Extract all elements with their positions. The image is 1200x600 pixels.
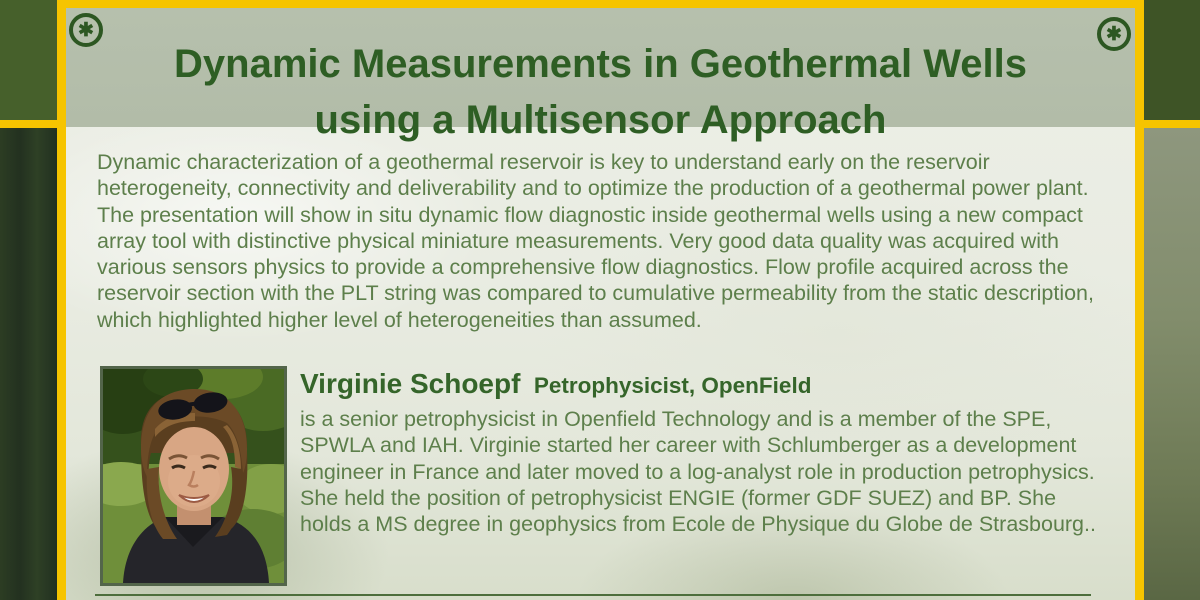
right-strip-top-block xyxy=(1144,0,1200,120)
left-strip-top-block xyxy=(0,0,57,120)
speaker-header xyxy=(300,368,1113,400)
right-border-strip xyxy=(1144,0,1200,600)
asterisk-glyph: ✱ xyxy=(1106,23,1122,45)
speaker-section xyxy=(100,366,1113,586)
speaker-details xyxy=(300,366,1113,586)
page-title-line1: Dynamic Measurements in Geothermal Wells xyxy=(174,42,1027,86)
page-title xyxy=(66,36,1135,148)
portrait-illustration xyxy=(103,369,284,583)
left-strip-gold-rule xyxy=(0,120,57,128)
abstract-paragraph: Dynamic characterization of a geothermal reservoir is key to understand early on the reservoir heterogeneity, connectivity and deliverability and to optimize the production of a geothermal power plant. The presentation will show in situ dynamic flow diagnostic inside geothermal wells using a new compact array tool with distinctive physical miniature measurements. Very good data quality was acquired with various sensors physics to provide a comprehensive flow diagnostics. Flow profile acquired across the reservoir section with the PLT string was compared to cumulative permeability from the static description, which highlighted higher level of heterogeneities than assumed. xyxy=(97,150,1094,332)
speaker-role: Petrophysicist, OpenField xyxy=(533,373,812,398)
left-strip-forest-background xyxy=(0,128,57,600)
page-title-line2: using a Multisensor Approach xyxy=(314,98,887,142)
speaker-photo xyxy=(100,366,287,586)
left-border-strip xyxy=(0,0,57,600)
speaker-name: Virginie Schoepf xyxy=(300,368,521,399)
main-flyer-panel xyxy=(57,0,1144,600)
bottom-divider-rule xyxy=(95,594,1091,596)
asterisk-glyph: ✱ xyxy=(78,19,94,41)
right-strip-misty-background xyxy=(1144,128,1200,600)
flyer-content-area xyxy=(66,8,1135,600)
right-strip-gold-rule xyxy=(1144,120,1200,128)
speaker-bio: is a senior petrophysicist in Openfield Technology and is a member of the SPE, SPWLA and IAH. Virginie started her career with Schlumberger as a development engineer in France and later moved to a log-analyst role in production petrophysics. She held the position of petrophysicist ENGIE (former GDF SUEZ) and BP. She holds a MS degree in geophysics from Ecole de Physique du Globe de Strasbourg.. xyxy=(300,407,1096,537)
